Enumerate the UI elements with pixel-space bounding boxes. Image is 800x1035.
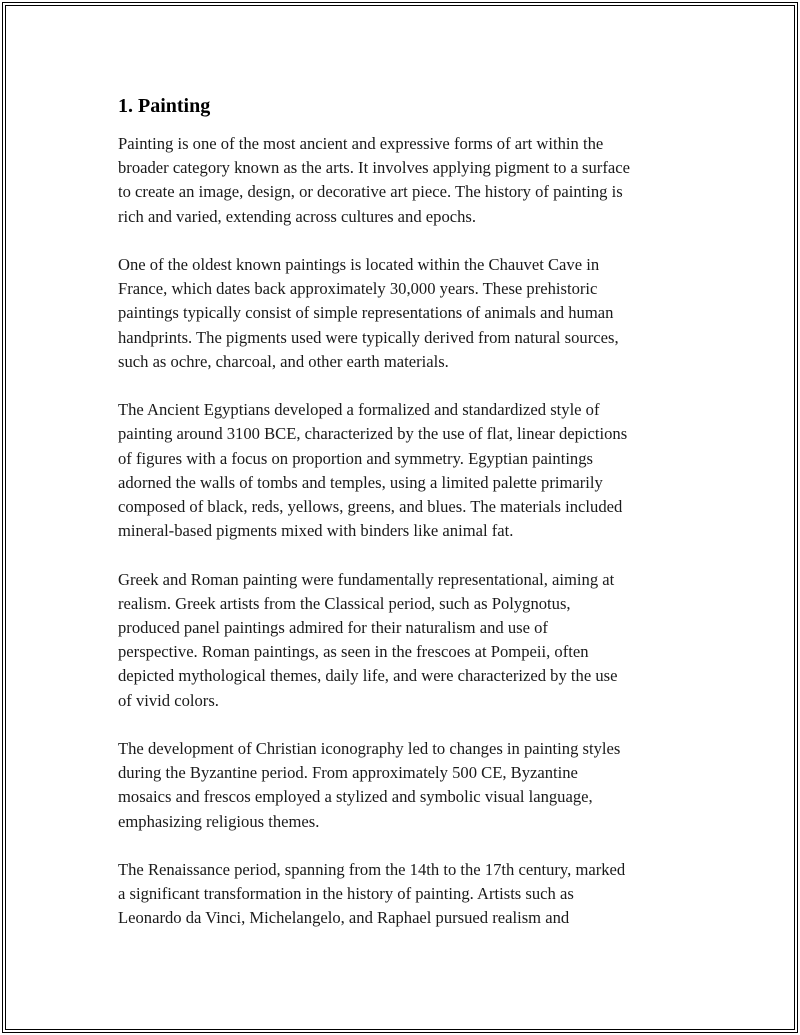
paragraph-line: Leonardo da Vinci, Michelangelo, and Raphael pursued realism and bbox=[118, 908, 570, 928]
paragraph-line: of vivid colors. bbox=[118, 690, 219, 710]
paragraph-line: Greek and Roman painting were fundamentally representational, aiming at bbox=[118, 569, 615, 589]
paragraph-line: France, which dates back approximately 30,000 years. These prehistoric bbox=[118, 279, 598, 299]
paragraph-line: depicted mythological themes, daily life, and were characterized by the use bbox=[118, 666, 618, 686]
document-body bbox=[118, 93, 698, 955]
paragraph-line: One of the oldest known paintings is located within the Chauvet Cave in bbox=[118, 255, 600, 274]
paragraph-line: rich and varied, extending across cultures and epochs. bbox=[118, 206, 477, 226]
paragraph-renaissance bbox=[118, 858, 698, 931]
paragraph-line: such as ochre, charcoal, and other earth materials. bbox=[118, 351, 449, 371]
paragraph-line: The development of Christian iconography led to changes in painting styles bbox=[118, 739, 621, 759]
paragraph-line: broader category known as the arts. It involves applying pigment to a surface bbox=[118, 158, 630, 178]
paragraph-line: Painting is one of the most ancient and expressive forms of art within the bbox=[118, 134, 604, 153]
paragraph-line: of figures with a focus on proportion and symmetry. Egyptian paintings bbox=[118, 448, 593, 468]
paragraph-line: handprints. The pigments used were typically derived from natural sources, bbox=[118, 327, 619, 347]
paragraph-line: mineral-based pigments mixed with binders like animal fat. bbox=[118, 521, 514, 541]
paragraph-greek-roman bbox=[118, 568, 698, 713]
paragraph-line: during the Byzantine period. From approximately 500 CE, Byzantine bbox=[118, 763, 578, 783]
paragraph-chauvet bbox=[118, 253, 698, 374]
paragraph-line: composed of black, reds, yellows, greens, and blues. The materials included bbox=[118, 497, 623, 517]
paragraph-line: perspective. Roman paintings, as seen in the frescoes at Pompeii, often bbox=[118, 642, 589, 662]
paragraph-line: mosaics and frescos employed a stylized and symbolic visual language, bbox=[118, 787, 593, 807]
section-title: 1. Painting bbox=[118, 95, 211, 117]
paragraph-line: to create an image, design, or decorative art piece. The history of painting is bbox=[118, 182, 623, 202]
paragraph-line: painting around 3100 BCE, characterized by the use of flat, linear depictions bbox=[118, 424, 628, 444]
paragraph-intro bbox=[118, 132, 698, 229]
paragraph-line: paintings typically consist of simple representations of animals and human bbox=[118, 303, 614, 323]
paragraph-egyptian bbox=[118, 398, 698, 543]
paragraph-line: produced panel paintings admired for their naturalism and use of bbox=[118, 618, 548, 638]
paragraph-line: a significant transformation in the history of painting. Artists such as bbox=[118, 884, 574, 904]
paragraph-line: adorned the walls of tombs and temples, using a limited palette primarily bbox=[118, 472, 603, 492]
paragraph-line: The Ancient Egyptians developed a formalized and standardized style of bbox=[118, 400, 600, 420]
paragraph-line: The Renaissance period, spanning from the 14th to the 17th century, marked bbox=[118, 860, 626, 880]
paragraph-line: emphasizing religious themes. bbox=[118, 811, 320, 831]
paragraph-line: realism. Greek artists from the Classical period, such as Polygnotus, bbox=[118, 593, 571, 613]
paragraph-byzantine bbox=[118, 737, 698, 834]
